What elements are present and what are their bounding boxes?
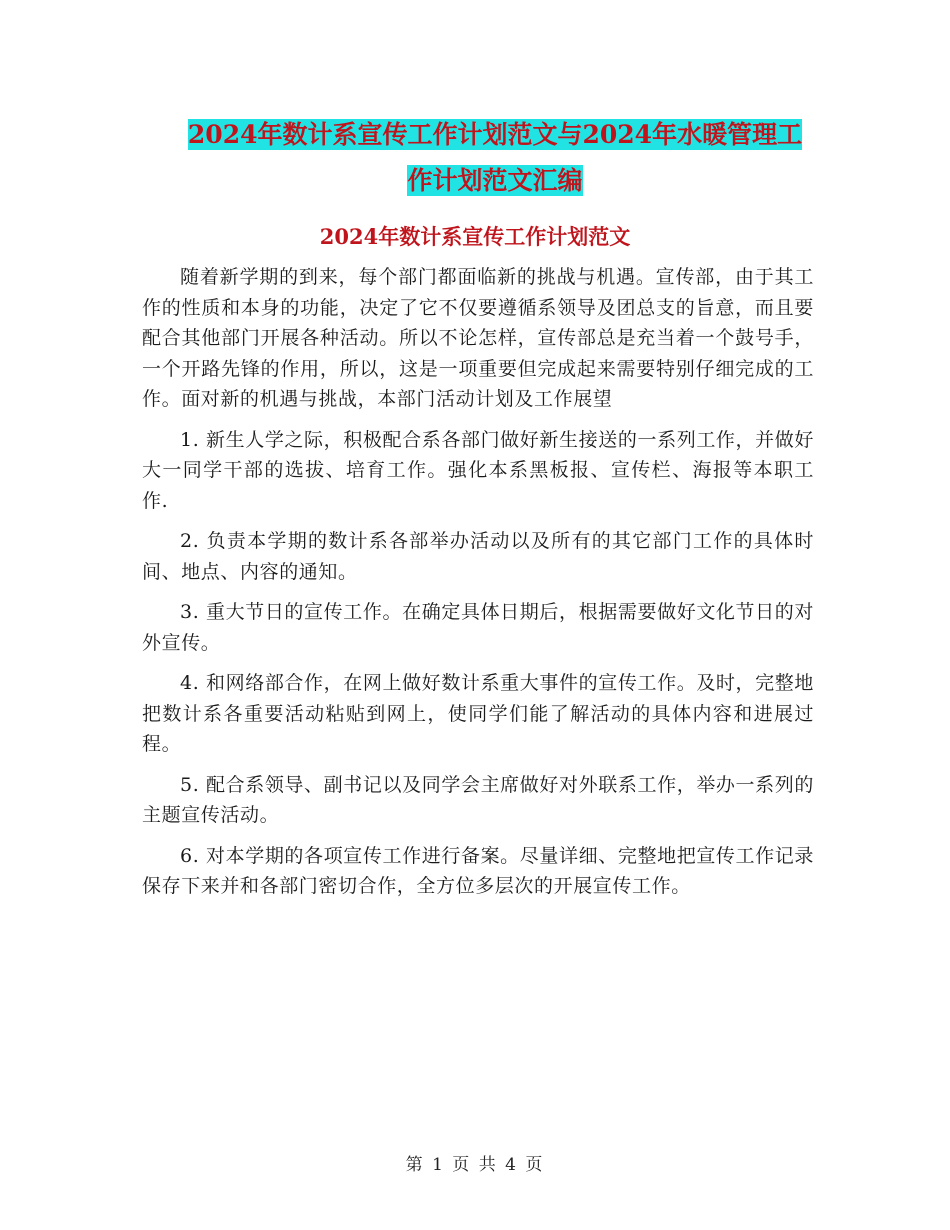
document-body xyxy=(142,262,814,912)
intro-paragraph: 随着新学期的到来，每个部门都面临新的挑战与机遇。宣传部，由于其工作的性质和本身的功能，决定了它不仅要遵循系领导及团总支的旨意，而且要配合其他部门开展各种活动。所以不论怎样，宣传部总是充当着一个鼓号手，一个开路先锋的作用，所以，这是一项重要但完成起来需要特别仔细完成的工作。面对新的机遇与挑战，本部门活动计划及工作展望 xyxy=(142,266,814,410)
document-title-line-1: 2024年数计系宣传工作计划范文与2024年水暖管理工 xyxy=(187,120,803,149)
plan-item-1: 1. 新生人学之际，积极配合系各部门做好新生接送的一系列工作，并做好大一同学干部的选拔、培育工作。强化本系黑板报、宣传栏、海报等本职工作. xyxy=(142,428,814,512)
plan-item-4: 4. 和网络部合作，在网上做好数计系重大事件的宣传工作。及时，完整地把数计系各重要活动粘贴到网上，使同学们能了解活动的具体内容和进展过程。 xyxy=(142,672,814,755)
document-title-line-2: 作计划范文汇编 xyxy=(407,166,583,195)
page-footer: 第 1 页 共 4 页 xyxy=(405,1155,545,1175)
section-title: 2024年数计系宣传工作计划范文 xyxy=(319,224,631,249)
plan-item-5: 5. 配合系领导、副书记以及同学会主席做好对外联系工作，举办一系列的主题宣传活动。 xyxy=(142,773,814,826)
plan-item-3: 3. 重大节日的宣传工作。在确定具体日期后，根据需要做好文化节日的对外宣传。 xyxy=(142,601,814,654)
document-title xyxy=(140,112,850,204)
plan-item-2: 2. 负责本学期的数计系各部举办活动以及所有的其它部门工作的具体时间、地点、内容的通知。 xyxy=(142,530,814,583)
plan-item-6: 6. 对本学期的各项宣传工作进行备案。尽量详细、完整地把宣传工作记录保存下来并和各部门密切合作，全方位多层次的开展宣传工作。 xyxy=(142,844,814,897)
